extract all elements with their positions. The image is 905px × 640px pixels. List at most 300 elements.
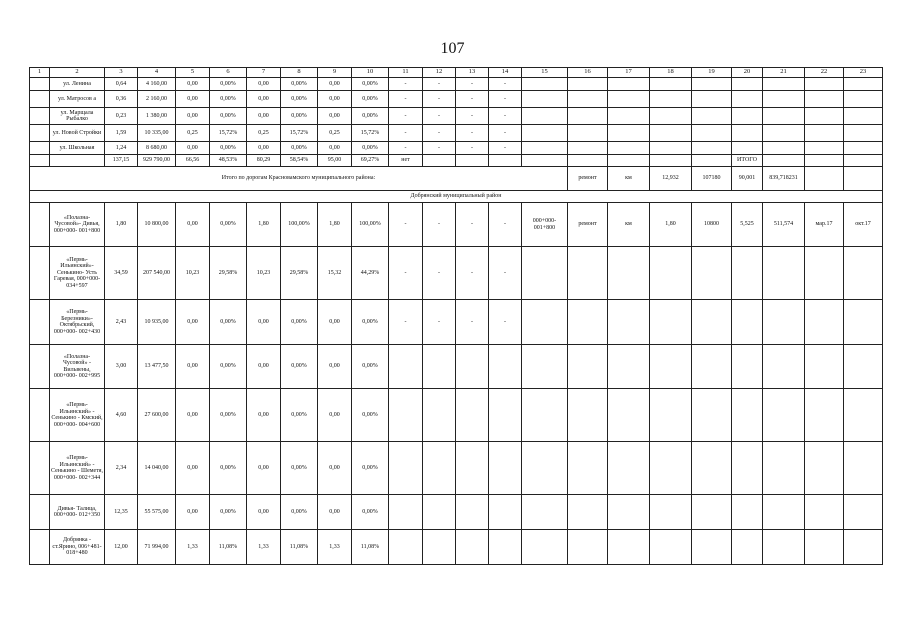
table-cell: 0,00 <box>247 78 281 91</box>
table-cell <box>844 495 883 530</box>
table-cell <box>805 91 844 108</box>
table-cell: 0,00% <box>210 203 247 247</box>
table-cell <box>650 108 692 125</box>
table-cell <box>805 495 844 530</box>
table-cell <box>522 495 568 530</box>
table-cell <box>692 78 732 91</box>
table-cell: 511,574 <box>763 203 805 247</box>
table-cell: - <box>423 91 456 108</box>
column-number: 16 <box>568 68 608 78</box>
row-index-cell <box>30 142 50 155</box>
row-index-cell <box>30 389 50 442</box>
table-cell: 34,59 <box>105 247 138 300</box>
table-cell: 66,56 <box>176 155 210 167</box>
table-cell <box>692 155 732 167</box>
table-cell: 0,00 <box>318 345 352 389</box>
table-cell: 29,58% <box>281 247 318 300</box>
table-cell: 1,59 <box>105 125 138 142</box>
table-cell <box>844 155 883 167</box>
column-number: 13 <box>456 68 489 78</box>
table-cell <box>50 155 105 167</box>
table-cell <box>423 345 456 389</box>
table-cell: 1,80 <box>318 203 352 247</box>
table-cell <box>763 247 805 300</box>
table-cell <box>763 78 805 91</box>
table-cell: 0,00 <box>176 78 210 91</box>
table-cell <box>763 108 805 125</box>
column-number: 2 <box>50 68 105 78</box>
table-cell: 5,525 <box>732 203 763 247</box>
table-cell <box>650 125 692 142</box>
table-cell <box>763 530 805 565</box>
table-cell: 0,00 <box>247 442 281 495</box>
table-cell <box>805 530 844 565</box>
table-cell: 1,33 <box>176 530 210 565</box>
table-row <box>30 300 883 345</box>
table-cell <box>844 442 883 495</box>
row-index-cell <box>30 203 50 247</box>
table-cell <box>732 530 763 565</box>
table-cell: 929 790,00 <box>138 155 176 167</box>
road-name-cell: ул. Ленина <box>50 78 105 91</box>
table-cell <box>568 78 608 91</box>
table-cell <box>805 389 844 442</box>
table-cell: - <box>456 247 489 300</box>
road-name-cell: ул. Матросов а <box>50 91 105 108</box>
column-number: 12 <box>423 68 456 78</box>
table-cell: 10,23 <box>176 247 210 300</box>
table-cell <box>489 495 522 530</box>
table-cell: 10 935,00 <box>138 300 176 345</box>
row-index-cell <box>30 108 50 125</box>
table-cell: 0,00% <box>352 108 389 125</box>
table-cell <box>763 442 805 495</box>
table-cell <box>568 142 608 155</box>
table-cell: - <box>456 142 489 155</box>
table-cell <box>522 345 568 389</box>
table-cell: 15,72% <box>352 125 389 142</box>
table-cell <box>568 495 608 530</box>
table-cell: - <box>489 108 522 125</box>
table-cell <box>692 530 732 565</box>
column-number: 4 <box>138 68 176 78</box>
table-cell: 0,00% <box>281 345 318 389</box>
table-cell: 55 575,00 <box>138 495 176 530</box>
table-cell: 0,00 <box>176 203 210 247</box>
road-name-cell: «Пермь- Ильинский» - Сенькино - Кмский, 000+000- 004+600 <box>50 389 105 442</box>
table-cell <box>456 530 489 565</box>
column-number: 9 <box>318 68 352 78</box>
table-cell: 0,00 <box>318 78 352 91</box>
table-cell: - <box>423 203 456 247</box>
table-cell: ИТОГО <box>732 155 763 167</box>
road-name-cell: «Пермь- Ильинский»- Сенькино- Усть Гаревая, 000+000- 034+597 <box>50 247 105 300</box>
table-cell: 0,00% <box>210 142 247 155</box>
table-cell: 0,00% <box>281 442 318 495</box>
table-cell <box>608 442 650 495</box>
row-index-cell <box>30 300 50 345</box>
table-cell <box>650 345 692 389</box>
table-cell: 12,35 <box>105 495 138 530</box>
table-cell: 71 994,00 <box>138 530 176 565</box>
table-cell <box>608 155 650 167</box>
table-cell: 0,00% <box>210 91 247 108</box>
table-cell <box>763 91 805 108</box>
table-cell <box>732 78 763 91</box>
table-cell: 1,80 <box>247 203 281 247</box>
table-cell <box>692 247 732 300</box>
table-cell: - <box>389 203 423 247</box>
table-cell <box>522 442 568 495</box>
table-cell <box>732 495 763 530</box>
table-cell <box>650 442 692 495</box>
table-cell: 0,00% <box>352 389 389 442</box>
table-cell <box>650 91 692 108</box>
table-cell: 12,00 <box>105 530 138 565</box>
table-cell: 0,00% <box>281 91 318 108</box>
table-cell <box>805 167 844 191</box>
summary-label: Итого по дорогам Красновамского муниципального района: <box>30 167 568 191</box>
table-cell: 0,00 <box>318 108 352 125</box>
table-cell <box>844 530 883 565</box>
table-cell: 0,23 <box>105 108 138 125</box>
table-cell <box>389 442 423 495</box>
table-cell: - <box>456 78 489 91</box>
table-cell <box>423 495 456 530</box>
table-cell: 0,00% <box>210 78 247 91</box>
table-cell <box>805 300 844 345</box>
table-cell: 1,33 <box>318 530 352 565</box>
table-cell: 0,00% <box>352 142 389 155</box>
column-number: 23 <box>844 68 883 78</box>
table-cell <box>568 345 608 389</box>
table-cell: 8 680,00 <box>138 142 176 155</box>
table-cell: 137,15 <box>105 155 138 167</box>
table-cell: 0,00 <box>176 345 210 389</box>
table-cell <box>650 530 692 565</box>
table-cell <box>732 300 763 345</box>
table-cell <box>608 108 650 125</box>
table-cell <box>608 345 650 389</box>
table-cell: 0,00% <box>210 389 247 442</box>
column-number: 15 <box>522 68 568 78</box>
table-cell <box>763 389 805 442</box>
table-cell: - <box>389 91 423 108</box>
table-cell: 1,80 <box>105 203 138 247</box>
table-cell: - <box>389 300 423 345</box>
road-name-cell: «Пермь- Ильинский» - Сенькино - Шеметя, 000+000- 002+344 <box>50 442 105 495</box>
table-cell <box>805 125 844 142</box>
column-number: 22 <box>805 68 844 78</box>
table-cell: 0,00% <box>281 495 318 530</box>
table-cell <box>692 125 732 142</box>
table-cell: 839,718231 <box>763 167 805 191</box>
table-cell <box>489 345 522 389</box>
table-cell <box>844 108 883 125</box>
table-cell: 11,08% <box>352 530 389 565</box>
table-cell: 0,00% <box>352 495 389 530</box>
table-cell: 12,932 <box>650 167 692 191</box>
table-cell <box>522 155 568 167</box>
table-cell <box>805 108 844 125</box>
table-cell: 0,25 <box>318 125 352 142</box>
table-cell <box>608 91 650 108</box>
table-cell: 10 800,00 <box>138 203 176 247</box>
table-cell: км <box>608 167 650 191</box>
table-cell <box>389 530 423 565</box>
table-cell: - <box>423 142 456 155</box>
table-cell: 4 160,00 <box>138 78 176 91</box>
table-cell: 15,72% <box>281 125 318 142</box>
table-cell: 0,00% <box>281 389 318 442</box>
table-cell <box>732 91 763 108</box>
table-cell: 0,00 <box>176 495 210 530</box>
table-cell: 0,00% <box>210 300 247 345</box>
table-cell <box>568 530 608 565</box>
table-cell <box>389 345 423 389</box>
table-cell: 0,00 <box>176 389 210 442</box>
table-cell <box>522 389 568 442</box>
table-cell: 0,00 <box>247 108 281 125</box>
table-row <box>30 442 883 495</box>
table-cell: 3,00 <box>105 345 138 389</box>
table-cell: 0,36 <box>105 91 138 108</box>
table-cell: 0,64 <box>105 78 138 91</box>
table-cell: - <box>456 91 489 108</box>
table-cell <box>389 389 423 442</box>
row-index-cell <box>30 495 50 530</box>
table-row <box>30 91 883 108</box>
column-number: 6 <box>210 68 247 78</box>
table-cell <box>650 495 692 530</box>
table-cell <box>608 530 650 565</box>
table-cell: 10,23 <box>247 247 281 300</box>
road-name-cell: ул. Марщала Рыбалко <box>50 108 105 125</box>
table-cell: - <box>489 142 522 155</box>
table-row <box>30 108 883 125</box>
table-cell: 000+000- 001+800 <box>522 203 568 247</box>
table-cell: мар.17 <box>805 203 844 247</box>
table-cell <box>568 108 608 125</box>
table-cell <box>522 247 568 300</box>
table-cell <box>844 389 883 442</box>
table-cell: 0,00 <box>318 495 352 530</box>
row-index-cell <box>30 530 50 565</box>
table-row <box>30 125 883 142</box>
table-cell: - <box>423 247 456 300</box>
table-row <box>30 345 883 389</box>
table-cell <box>456 495 489 530</box>
table-cell: - <box>489 203 522 247</box>
table-cell: окт.17 <box>844 203 883 247</box>
table-cell: 0,00 <box>318 142 352 155</box>
summary-row <box>30 167 883 191</box>
table-cell: ремонт <box>568 203 608 247</box>
table-cell: - <box>456 300 489 345</box>
table-cell: 44,29% <box>352 247 389 300</box>
table-cell <box>844 167 883 191</box>
table-row <box>30 247 883 300</box>
table-cell: - <box>423 78 456 91</box>
table-cell: - <box>389 125 423 142</box>
table-cell <box>692 300 732 345</box>
table-cell <box>568 155 608 167</box>
table-cell <box>489 530 522 565</box>
table-cell <box>650 389 692 442</box>
table-cell: - <box>456 203 489 247</box>
table-cell: 0,00% <box>352 91 389 108</box>
road-name-cell: ул. Школьная <box>50 142 105 155</box>
table-cell: - <box>389 108 423 125</box>
table-cell: - <box>489 125 522 142</box>
table-cell <box>389 495 423 530</box>
column-number: 3 <box>105 68 138 78</box>
table-cell: 1,33 <box>247 530 281 565</box>
table-cell <box>692 442 732 495</box>
column-number-row <box>30 68 883 78</box>
table-cell <box>608 389 650 442</box>
table-cell <box>844 142 883 155</box>
table-cell <box>423 389 456 442</box>
table-cell <box>522 91 568 108</box>
table-cell <box>568 300 608 345</box>
table-cell: 0,00% <box>281 78 318 91</box>
table-cell <box>423 155 456 167</box>
table-cell: 13 477,50 <box>138 345 176 389</box>
table-cell <box>692 389 732 442</box>
table-cell: 1,24 <box>105 142 138 155</box>
table-cell: - <box>489 78 522 91</box>
table-cell <box>763 155 805 167</box>
table-cell <box>692 108 732 125</box>
table-cell <box>568 91 608 108</box>
table-cell <box>650 78 692 91</box>
table-cell <box>456 389 489 442</box>
table-cell: 10800 <box>692 203 732 247</box>
table-cell <box>608 142 650 155</box>
table-cell: 0,00% <box>210 495 247 530</box>
table-cell: - <box>489 91 522 108</box>
row-index-cell <box>30 78 50 91</box>
table-cell <box>522 125 568 142</box>
road-name-cell: ул. Новой Стройки <box>50 125 105 142</box>
table-cell <box>650 300 692 345</box>
total-row <box>30 155 883 167</box>
table-cell <box>692 142 732 155</box>
table-cell: - <box>389 142 423 155</box>
table-cell: 11,08% <box>281 530 318 565</box>
table-cell <box>763 142 805 155</box>
row-index-cell <box>30 247 50 300</box>
table-cell: 0,00% <box>281 142 318 155</box>
table-cell: 15,72% <box>210 125 247 142</box>
table-cell: 29,58% <box>210 247 247 300</box>
table-cell: - <box>489 247 522 300</box>
table-cell <box>732 389 763 442</box>
table-cell: 0,00 <box>318 300 352 345</box>
table-cell <box>805 442 844 495</box>
column-number: 8 <box>281 68 318 78</box>
table-cell <box>650 247 692 300</box>
table-cell <box>844 247 883 300</box>
table-cell <box>489 389 522 442</box>
table-cell: 2,34 <box>105 442 138 495</box>
table-cell <box>692 91 732 108</box>
table-cell <box>423 442 456 495</box>
table-row <box>30 389 883 442</box>
table-cell <box>763 125 805 142</box>
row-index-cell <box>30 345 50 389</box>
table-cell <box>568 247 608 300</box>
section-row <box>30 191 883 203</box>
table-cell: - <box>456 125 489 142</box>
table-cell: 14 040,00 <box>138 442 176 495</box>
table-cell <box>763 345 805 389</box>
table-cell: 0,00 <box>176 91 210 108</box>
column-number: 1 <box>30 68 50 78</box>
table-cell <box>608 300 650 345</box>
table-cell <box>732 345 763 389</box>
table-cell <box>805 155 844 167</box>
table-cell <box>608 495 650 530</box>
column-number: 7 <box>247 68 281 78</box>
table-cell: 0,00% <box>352 345 389 389</box>
table-cell: 0,00% <box>352 300 389 345</box>
table-cell: 10 335,00 <box>138 125 176 142</box>
table-cell: - <box>423 125 456 142</box>
table-cell <box>608 247 650 300</box>
table-cell: 48,53% <box>210 155 247 167</box>
table-cell: 90,001 <box>732 167 763 191</box>
table-cell <box>522 78 568 91</box>
table-cell: 0,00% <box>352 78 389 91</box>
table-cell <box>844 78 883 91</box>
table-cell <box>805 142 844 155</box>
table-cell: 0,00% <box>281 300 318 345</box>
table-cell: 0,00% <box>210 108 247 125</box>
table-cell <box>844 91 883 108</box>
table-cell <box>608 125 650 142</box>
table-cell <box>568 389 608 442</box>
table-cell <box>456 155 489 167</box>
table-cell: 207 540,00 <box>138 247 176 300</box>
table-cell: 107180 <box>692 167 732 191</box>
table-cell: 100,00% <box>352 203 389 247</box>
table-row <box>30 142 883 155</box>
column-number: 21 <box>763 68 805 78</box>
table-cell: - <box>423 108 456 125</box>
table-cell <box>489 155 522 167</box>
row-index-cell <box>30 91 50 108</box>
table-cell <box>650 155 692 167</box>
table-cell: 0,00% <box>352 442 389 495</box>
table-cell <box>763 300 805 345</box>
table-cell: 0,25 <box>176 125 210 142</box>
table-cell: 58,54% <box>281 155 318 167</box>
table-cell <box>732 142 763 155</box>
column-number: 14 <box>489 68 522 78</box>
table-cell: 15,32 <box>318 247 352 300</box>
column-number: 18 <box>650 68 692 78</box>
table-row <box>30 530 883 565</box>
table-cell <box>844 345 883 389</box>
road-name-cell: Дивья- Талица, 000+000- 012+350 <box>50 495 105 530</box>
table-cell <box>608 78 650 91</box>
table-cell <box>522 300 568 345</box>
table-cell: 0,00 <box>318 389 352 442</box>
table-cell: 4,60 <box>105 389 138 442</box>
table-cell: - <box>389 247 423 300</box>
